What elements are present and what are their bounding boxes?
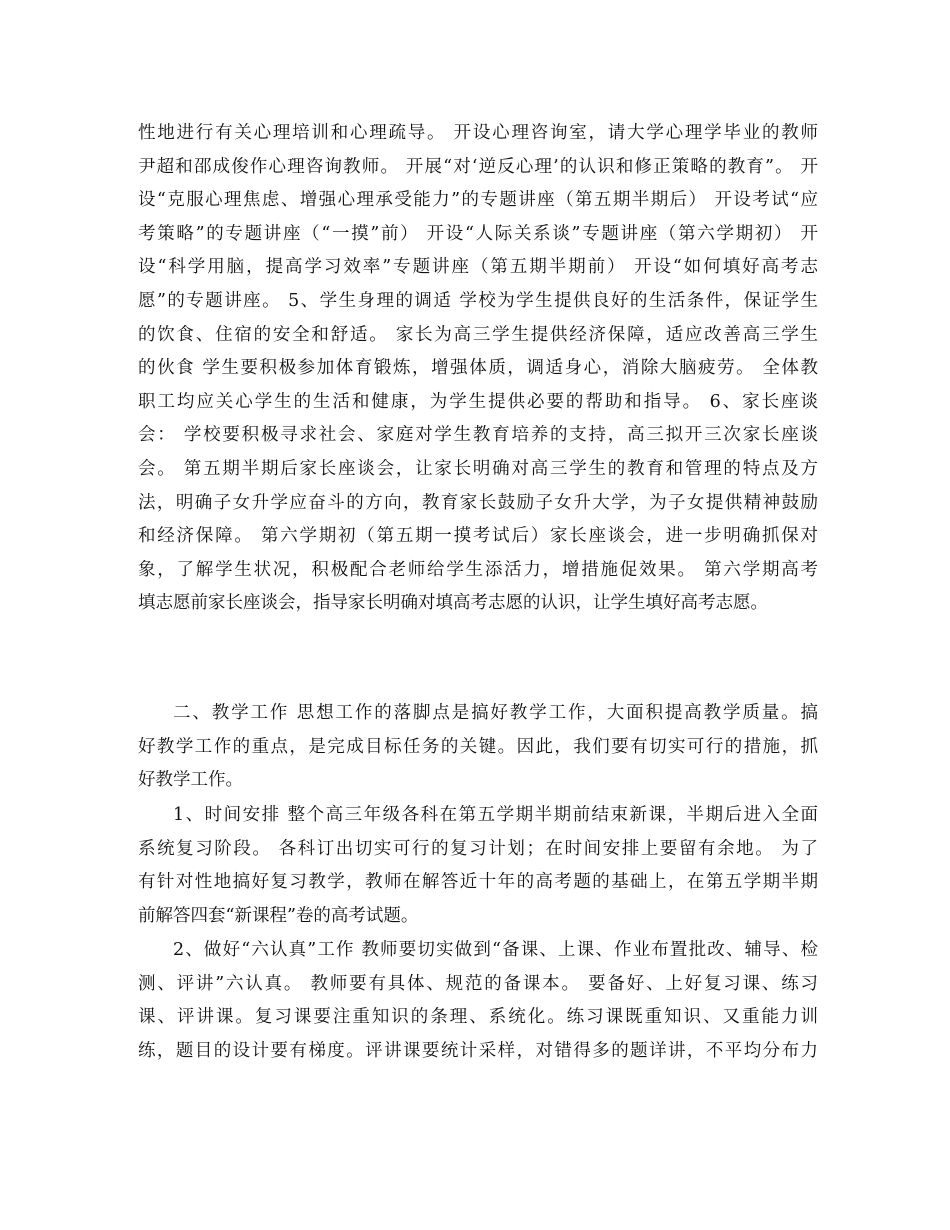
text-line: 考策略”的专题讲座（“一摸”前） 开设“人际关系谈”专题讲座（第六学期初） 开 xyxy=(138,223,818,244)
text-line: 前解答四套“新课程”卷的高考试题。 xyxy=(138,905,419,926)
text-line: 二、教学工作 思想工作的落脚点是搞好教学工作，大面积提高教学质量。搞 xyxy=(173,703,818,723)
text-line: 和经济保障。 第六学期初（第五期一摸考试后）家长座谈会，进一步明确抓保对 xyxy=(138,526,818,547)
text-line: 愿”的专题讲座。 5、学生身理的调适 学校为学生提供良好的生活条件，保证学生 xyxy=(138,290,818,311)
text-line: 会。 第五期半期后家长座谈会，让家长明确对高三学生的教育和管理的特点及方 xyxy=(138,458,818,479)
text-line: 性地进行有关心理培训和心理疏导。 开设心理咨询室，请大学心理学毕业的教师 xyxy=(138,123,818,143)
text-line: 设“科学用脑，提高学习效率”专题讲座（第五期半期前） 开设“如何填好高考志 xyxy=(138,257,818,278)
text-line: 的饮食、住宿的安全和舒适。 家长为高三学生提供经济保障，适应改善高三学生 xyxy=(138,324,818,345)
text-line: 会： 学校要积极寻求社会、家庭对学生教育培养的支持，高三拟开三次家长座谈 xyxy=(138,425,818,446)
paragraph-six-diligences xyxy=(138,934,818,1068)
text-line: 填志愿前家长座谈会，指导家长明确对填高考志愿的认识，让学生填好高考志愿。 xyxy=(138,593,768,614)
text-line: 系统复习阶段。 各科订出切实可行的复习计划；在时间安排上要留有余地。 为了 xyxy=(138,838,818,859)
paragraph-teaching-work xyxy=(138,697,818,798)
text-line: 好教学工作的重点，是完成目标任务的关键。因此，我们要有切实可行的措施，抓 xyxy=(138,736,818,757)
paragraph-psychology-and-parents xyxy=(138,117,818,621)
text-line: 好教学工作。 xyxy=(138,770,243,791)
text-line: 练，题目的设计要有梯度。评讲课要统计采样，对错得多的题详讲，不平均分布力 xyxy=(138,1040,818,1061)
text-line: 2、做好“六认真”工作 教师要切实做到“备课、上课、作业布置批改、辅导、检 xyxy=(173,940,818,960)
text-line: 的伙食 学生要积极参加体育锻炼，增强体质，调适身心，消除大脑疲劳。 全体教 xyxy=(138,358,818,379)
text-line: 有针对性地搞好复习教学，教师在解答近十年的高考题的基础上，在第五学期半期 xyxy=(138,872,818,893)
text-line: 尹超和邵成俊作心理咨询教师。 开展“对‘逆反心理’的认识和修正策略的教育”。 开 xyxy=(138,156,818,177)
paragraph-time-schedule xyxy=(138,799,818,933)
text-line: 测、评讲”六认真。 教师要有具体、规范的备课本。 要备好、上好复习课、练习 xyxy=(138,973,818,994)
text-line: 象，了解学生状况，积极配合老师给学生添活力，增措施促效果。 第六学期高考 xyxy=(138,559,818,580)
text-line: 设“克服心理焦虑、增强心理承受能力”的专题讲座（第五期半期后） 开设考试“应 xyxy=(138,190,818,211)
text-line: 课、评讲课。复习课要注重知识的条理、系统化。练习课既重知识、又重能力训 xyxy=(138,1007,818,1028)
text-line: 1、时间安排 整个高三年级各科在第五学期半期前结束新课，半期后进入全面 xyxy=(173,805,818,825)
text-line: 职工均应关心学生的生活和健康，为学生提供必要的帮助和指导。 6、家长座谈 xyxy=(138,391,818,412)
text-line: 法，明确子女升学应奋斗的方向，教育家长鼓励子女升大学，为子女提供精神鼓励 xyxy=(138,492,818,513)
